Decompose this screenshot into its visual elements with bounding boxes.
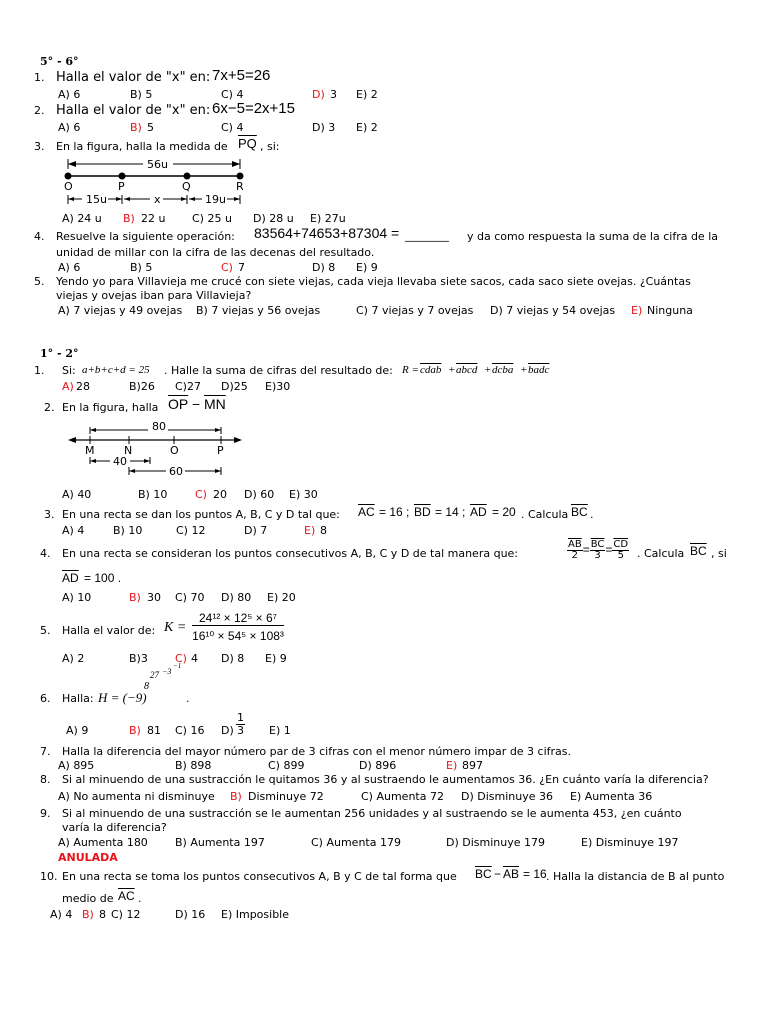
q2-2-option-b: B) 10 [138,488,168,501]
q1-option-b: B) 5 [130,88,153,101]
q2-6-exp-minus3: −3 [162,667,172,676]
q2-2-option-c-label: C) [195,488,207,501]
q2-4-option-d: D) 80 [221,591,252,604]
q2-4-text: En una recta se consideran los puntos consecutivos A, B, C y D de tal manera que: [62,547,519,560]
q3-fig-total-label: 56u [147,158,168,171]
q2-1-number: 1. [34,364,45,377]
q2-10-option-b-value: 8 [99,908,106,921]
q2-10-option-a: A) 4 [50,908,73,921]
q3-segment-pq: $\overline{PQ}$ [238,136,257,151]
q2-2-option-d: D) 60 [244,488,275,501]
q3-label-q: Q [182,180,191,193]
q2-4-seg-bc: $\overline{BC}$ [690,544,707,558]
q2-6-option-b-label: B) [129,724,141,737]
q2-option-c: C) 4 [221,121,244,134]
q3-label-p: P [118,180,125,193]
q2-option-e: E) 2 [356,121,378,134]
q2-3-seg-bd: $\overline{BD}$ [414,505,431,519]
q2-8-option-a: A) No aumenta ni disminuye [58,790,215,803]
q2-4-text-3: , si [711,547,727,560]
q2-10-number: 10. [40,870,58,883]
q2-6-dot: . [186,692,190,705]
q2-1-eq2-term4: badc [528,364,550,376]
q2-4-frac-bc: $\frac{\overline{BC}}{3}$ [590,539,605,561]
q2-4-option-a: A) 10 [62,591,92,604]
q2-4-frac-cd: $\frac{\overline{CD}}{5}$ [613,539,629,561]
q1-option-d-value: 3 [330,88,337,101]
q2-8-text: Si al minuendo de una sustracción le quitamos 36 y al sustraendo le aumentamos 36. ¿En cuánto varía la diferencia? [62,773,709,786]
q1-option-c: C) 4 [221,88,244,101]
q2-1-eq2-r: R = [402,364,419,376]
q2-6-h: H = (−9) [98,690,147,705]
q2-7-option-e-label: E) [446,759,458,772]
q2-4-seg-ad: $\overline{AD}$ [62,571,79,585]
q2-1-eq2-term3: dcba [492,364,514,376]
q5-text-line1: Yendo yo para Villavieja me crucé con siete viejas, cada vieja llevaba siete sacos, cada saco siete ovejas. ¿Cuántas [56,275,691,288]
q3-label-o: O [64,180,73,193]
q2-3-text: En una recta se dan los puntos A, B, C y D tal que: [62,508,340,521]
q2-5-option-c-value: 4 [191,652,198,665]
q4-option-c-value: 7 [238,261,245,274]
q2-1-eq2-term2: abcd [456,364,478,376]
q1-equation: 7x+5=26 [212,67,271,84]
q2-5-numerator: 24¹² × 12⁵ × 6⁷ [192,612,284,626]
q2-number: 2. [34,104,45,117]
q2-3-number: 3. [44,508,55,521]
q2-10-val: = 16 [523,867,547,881]
q2-3-option-e-value: 8 [320,524,327,537]
q2-7-option-e-value: 897 [462,759,483,772]
q2-6-option-c: C) 16 [175,724,205,737]
q2-10-text: En una recta se toma los puntos consecutivos A, B y C de tal forma que [62,870,457,883]
q2-8-option-b-label: B) [230,790,242,803]
q4-blank: ________ [405,229,449,242]
q3-label-15u: 15u [86,193,107,206]
q2-5-text: Halla el valor de: [62,624,156,637]
q2-7-option-c: C) 899 [268,759,305,772]
q2-10-option-d: D) 16 [175,908,206,921]
q3-label-x: x [154,193,161,206]
q2-6-number: 6. [40,692,51,705]
q2-2-number: 2. [44,401,55,414]
q2-5-option-a: A) 2 [62,652,85,665]
q3-option-b-label: B) [123,212,135,225]
q3-option-a: A) 24 u [62,212,102,225]
q2-1-option-e: E)30 [265,380,291,393]
q2-4-frac-ab: $\frac{\overline{AB}}{2}$ [568,539,582,561]
q2-10-option-c: C) 12 [111,908,141,921]
q2-6-exp-27: 27 [150,670,159,680]
q2-10-seg-ab: $\overline{AB}$ [503,867,520,881]
q2-4-ratio: $\frac{\overline{AB}}{2}$ = $\frac{\overline{BC}}{3}$ = $\frac{\overline{CD}}{5}$ [568,539,629,561]
q2-4-option-c: C) 70 [175,591,205,604]
q2-8-option-c: C) Aumenta 72 [361,790,444,803]
q1-option-a: A) 6 [58,88,81,101]
q2-2-label-m: M [85,444,95,457]
q2-option-a: A) 6 [58,121,81,134]
q3-text-tail: , si: [260,140,280,153]
q2-2-label-n: N [124,444,133,457]
q2-3-val-bd: = 14 ; [435,505,466,519]
q2-text: Halla el valor de "x" en: [56,103,211,118]
q2-2-label-40: 40 [113,455,127,468]
q2-2-label-o: O [170,444,179,457]
q2-2-label-80: 80 [152,420,166,433]
q2-1-option-c: C)27 [175,380,201,393]
q2-2-label-p: P [217,444,224,457]
q2-7-option-b: B) 898 [175,759,212,772]
q2-equation: 6x−5=2x+15 [212,100,295,117]
q2-10-minus: − [494,867,502,881]
q5-text-line2: viejas y ovejas iban para Villavieja? [56,289,252,302]
q1-number: 1. [34,71,45,84]
q2-5-k: K = [164,620,187,635]
q2-1-eq2-term1: cdab [420,364,442,376]
q2-9-option-c: C) Aumenta 179 [311,836,401,849]
q2-5-number: 5. [40,624,51,637]
q4-number: 4. [34,230,45,243]
q2-6-exp-minus1: −1 [173,662,182,670]
q2-option-d: D) 3 [312,121,336,134]
q2-3-val-ad: = 20 [492,505,516,519]
q3-text: En la figura, halla la medida de [56,140,228,153]
q2-3-text-3: . [590,508,594,521]
q2-1-option-b: B)26 [129,380,155,393]
q1-option-d-label: D) [312,88,325,101]
q2-option-b-value: 5 [147,121,154,134]
q5-option-a: A) 7 viejas y 49 ovejas [58,304,183,317]
q2-6-text: Halla: [62,692,94,705]
q4-option-c-label: C) [221,261,233,274]
q2-6-exp-8: 8 [144,681,149,692]
q2-3-option-a: A) 4 [62,524,85,537]
q3-number: 3. [34,140,45,153]
q2-2-option-c-value: 20 [213,488,227,501]
q2-5-option-b: B)3 [129,652,148,665]
q4-text: Resuelve la siguiente operación: [56,230,235,243]
q2-8-option-e: E) Aumenta 36 [570,790,653,803]
q2-6-option-d-frac: $\frac{1}{3}$ [237,711,244,737]
q2-5-option-e: E) 9 [265,652,287,665]
q2-1-plus1: + [448,364,456,376]
q4-option-d: D) 8 [312,261,336,274]
q2-9-text-line1: Si al minuendo de una sustracción se le aumentan 256 unidades y al sustraendo se le aumenta 453, ¿en cuánto [62,807,682,820]
q3-option-d: D) 28 u [253,212,294,225]
q2-3-text-2: . Calcula [521,508,569,521]
q3-option-e: E) 27u [310,212,346,225]
q2-9-option-a: A) Aumenta 180 [58,836,148,849]
q2-4-option-b-label: B) [129,591,141,604]
q2-6-option-e: E) 1 [269,724,291,737]
q2-7-option-a: A) 895 [58,759,95,772]
q2-4-val-ad: = 100 . [84,571,122,585]
q2-2-option-a: A) 40 [62,488,92,501]
q4-option-b: B) 5 [130,261,153,274]
q2-9-anulada-label: ANULADA [58,851,118,864]
q2-10-text-2: . Halla la distancia de B al punto [546,870,725,883]
q1-option-e: E) 2 [356,88,378,101]
section-header-5-6: 5° - 6° [40,55,79,68]
q2-3-option-e-label: E) [304,524,316,537]
q2-1-option-a-label: A) [62,380,74,393]
q2-8-option-b-value: Disminuye 72 [248,790,324,803]
q2-9-number: 9. [40,807,51,820]
q2-10-seg-bc: $\overline{BC}$ [475,867,492,881]
q2-10-seg-ac: $\overline{AC}$ [118,889,135,903]
q2-2-segment-op: $\overline{OP}$ [168,396,189,412]
q2-5-option-d: D) 8 [221,652,245,665]
q2-3-val-ac: = 16 ; [379,505,410,519]
q2-9-option-e: E) Disminuye 197 [581,836,679,849]
q2-1-plus3: + [520,364,528,376]
q2-4-option-b-value: 30 [147,591,161,604]
q2-5-denominator: 16¹⁰ × 54⁵ × 108³ [192,629,284,643]
q1-text: Halla el valor de "x" en: [56,70,211,85]
q4-text-line2: unidad de millar con la cifra de las decenas del resultado. [56,246,375,259]
q2-1-eq1: a+b+c+d = 25 [82,364,150,376]
q2-10-dot: . [138,892,142,905]
q2-3-option-d: D) 7 [244,524,268,537]
q2-10-option-b-label: B) [82,908,94,921]
q5-option-b: B) 7 viejas y 56 ovejas [196,304,321,317]
q3-option-b-value: 22 u [141,212,166,225]
q2-1-plus2: + [484,364,492,376]
q3-label-19u: 19u [205,193,226,206]
q2-1-text-si: Si: [62,364,76,377]
q4-equation: 83564+74653+87304 = [254,225,400,241]
q2-7-option-d: D) 896 [359,759,397,772]
q2-2-label-60: 60 [169,465,183,478]
q5-option-e-value: Ninguna [647,304,693,317]
q2-2-text: En la figura, halla [62,401,159,414]
q2-3-option-c: C) 12 [176,524,206,537]
q2-4-text-2: . Calcula [637,547,685,560]
q2-1-option-d: D)25 [221,380,248,393]
q2-3-seg-ac: $\overline{AC}$ [358,505,375,519]
q2-3-option-b: B) 10 [113,524,143,537]
section-header-1-2: 1° - 2° [40,347,79,360]
q4-option-e: E) 9 [356,261,378,274]
q4-text-2: y da como respuesta la suma de la cifra de la [467,230,718,243]
q5-option-c: C) 7 viejas y 7 ovejas [356,304,474,317]
q5-number: 5. [34,275,45,288]
q2-7-text: Halla la diferencia del mayor número par de 3 cifras con el menor número impar de 3 cifras. [62,745,572,758]
q2-3-seg-bc: $\overline{BC}$ [571,505,588,519]
q2-4-option-e: E) 20 [267,591,296,604]
q2-9-option-b: B) Aumenta 197 [175,836,265,849]
q2-6-option-a: A) 9 [66,724,89,737]
q2-1-text-2: . Halle la suma de cifras del resultado de: [164,364,393,377]
q2-2-minus: − [192,396,201,412]
q2-1-option-a-value: 28 [76,380,90,393]
q4-option-a: A) 6 [58,261,81,274]
q2-4-number: 4. [40,547,51,560]
q2-5-option-c-label: C) [175,652,187,665]
q2-8-number: 8. [40,773,51,786]
q2-10-option-e: E) Imposible [221,908,290,921]
q3-label-r: R [236,180,244,193]
q5-option-d: D) 7 viejas y 54 ovejas [490,304,616,317]
q5-option-e-label: E) [631,304,643,317]
q2-10-text-line2: medio de [62,892,114,905]
q2-option-b-label: B) [130,121,142,134]
q2-2-segment-mn: $\overline{MN}$ [204,396,226,412]
q3-option-c: C) 25 u [192,212,232,225]
q2-7-number: 7. [40,745,51,758]
q2-6-option-d-label: D) [221,724,234,737]
q2-9-text-line2: varía la diferencia? [62,821,167,834]
q2-3-seg-ad: $\overline{AD}$ [470,505,487,519]
q2-9-option-d: D) Disminuye 179 [446,836,545,849]
q2-6-option-b-value: 81 [147,724,161,737]
q2-8-option-d: D) Disminuye 36 [461,790,554,803]
q2-2-option-e: E) 30 [289,488,318,501]
